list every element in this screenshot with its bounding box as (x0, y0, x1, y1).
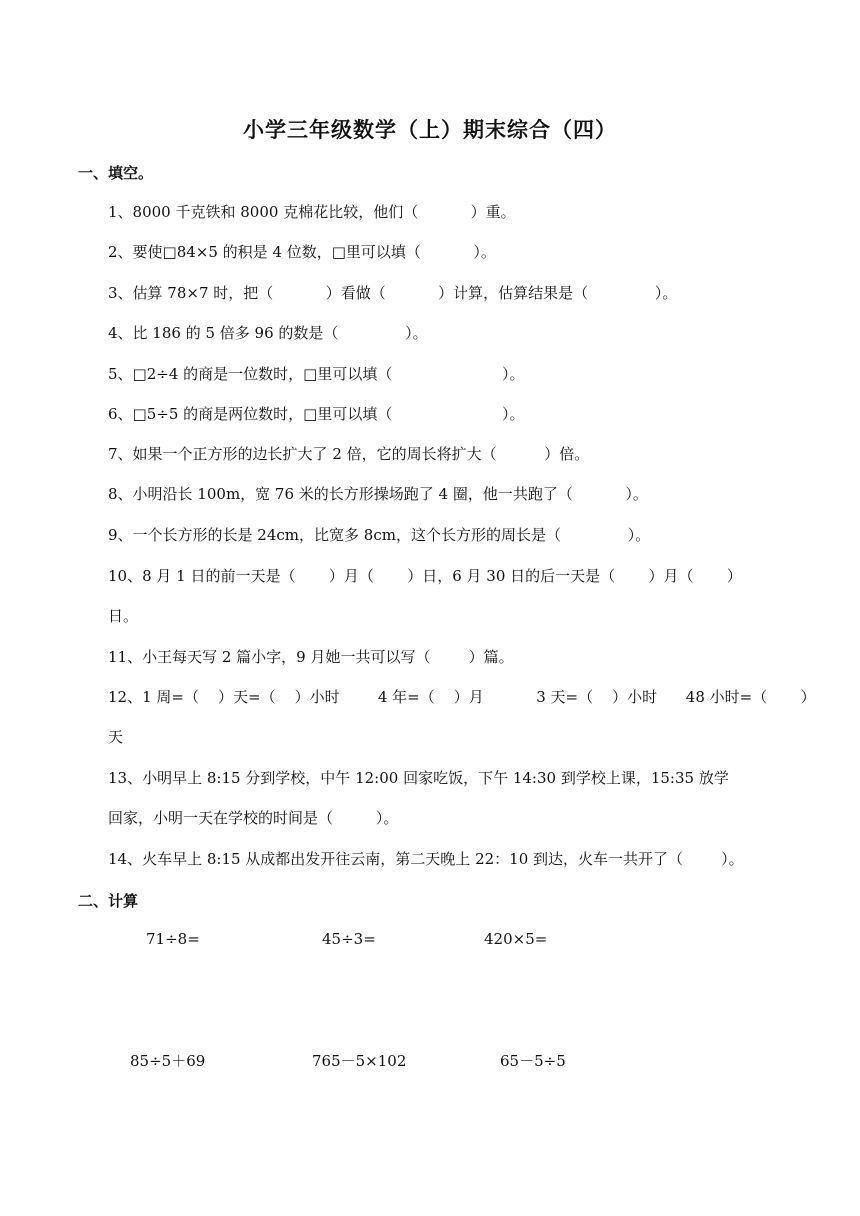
section-calculation-heading: 二、计算 (78, 892, 139, 910)
question-13-continued: 回家，小明一天在学校的时间是（ ）。 (108, 809, 399, 827)
calc-item: 765－5×102 (312, 1052, 407, 1070)
question-9: 9、一个长方形的长是 24cm，比宽多 8cm，这个长方形的周长是（ ）。 (108, 526, 651, 544)
question-5: 5、□2÷4 的商是一位数时，□里可以填（ ）。 (108, 365, 525, 383)
question-8: 8、小明沿长 100m，宽 76 米的长方形操场跑了 4 圈，他一共跑了（ ）。 (108, 485, 648, 503)
question-14: 14、火车早上 8:15 从成都出发开往云南，第二天晚上 22：10 到达，火车一共开了（ ）。 (108, 850, 744, 868)
calc-item: 45÷3= (322, 930, 376, 948)
question-12-continued: 天 (108, 728, 124, 746)
calc-item: 71÷8= (146, 930, 200, 948)
question-6: 6、□5÷5 的商是两位数时，□里可以填（ ）。 (108, 405, 525, 423)
calc-item: 65－5÷5 (500, 1052, 566, 1070)
question-13: 13、小明早上 8:15 分到学校，中午 12:00 回家吃饭，下午 14:30 到学校上课，15:35 放学 (108, 769, 729, 787)
page-title: 小学三年级数学（上）期末综合（四） (243, 117, 617, 142)
question-3: 3、估算 78×7 时，把（ ）看做（ ）计算，估算结果是（ ）。 (108, 284, 678, 302)
question-10-continued: 日。 (108, 607, 139, 625)
question-4: 4、比 186 的 5 倍多 96 的数是（ ）。 (108, 324, 428, 342)
question-10: 10、8 月 1 日的前一天是（ ）月（ ）日，6 月 30 日的后一天是（ ）月（ ） (108, 567, 742, 585)
question-12: 12、1 周=（ ）天=（ ）小时 4 年=（ ）月 3 天=（ ）小时 48 小时=（ ） (108, 688, 816, 706)
question-7: 7、如果一个正方形的边长扩大了 2 倍，它的周长将扩大（ ）倍。 (108, 445, 590, 463)
calc-item: 85÷5＋69 (130, 1052, 206, 1070)
question-1: 1、8000 千克铁和 8000 克棉花比较，他们（ ）重。 (108, 203, 516, 221)
section-fill-blank-heading: 一、填空。 (78, 164, 154, 182)
calc-item: 420×5= (484, 930, 548, 948)
question-2: 2、要使□84×5 的积是 4 位数，□里可以填（ ）。 (108, 243, 496, 261)
question-11: 11、小王每天写 2 篇小字，9 月她一共可以写（ ）篇。 (108, 648, 514, 666)
